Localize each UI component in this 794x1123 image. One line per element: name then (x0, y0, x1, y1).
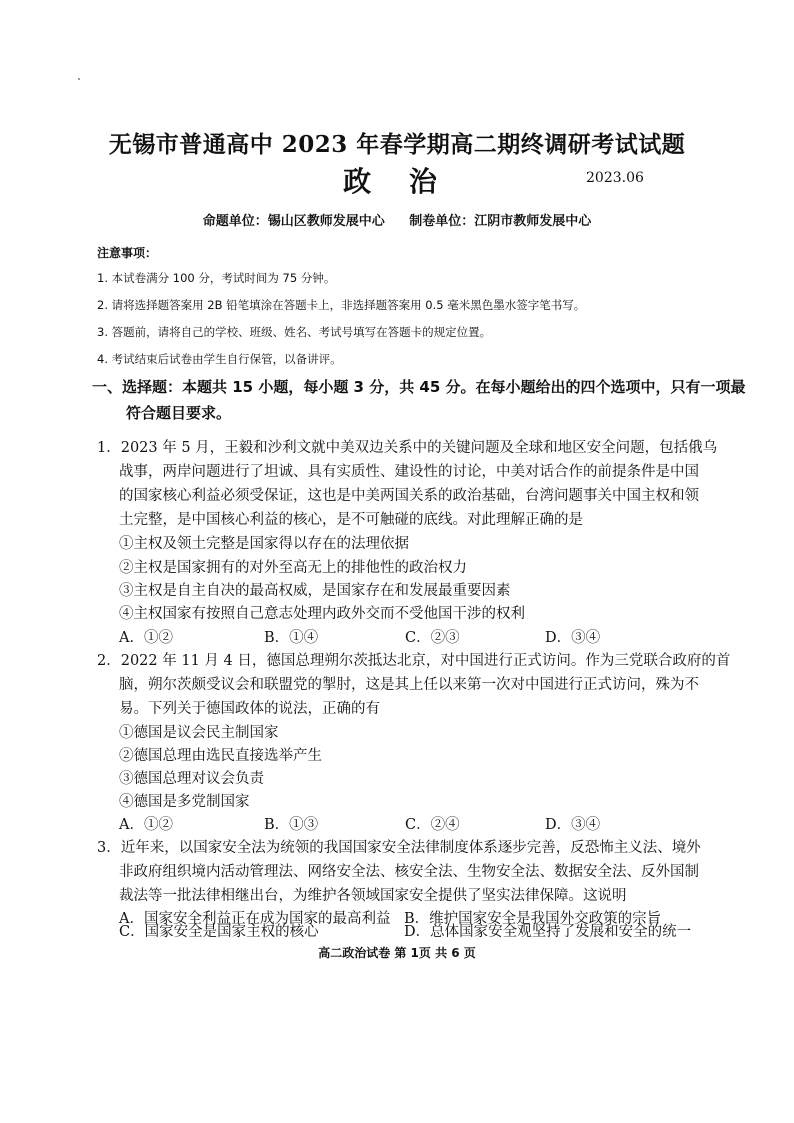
question-1-statement: ④主权国家有按照自己意志处理内政外交而不受他国干涉的权利 (119, 606, 525, 622)
notice-item: 4. 考试结束后试卷由学生自行保管，以备讲评。 (97, 352, 342, 366)
question-1-statement: ③主权是自主自决的最高权威，是国家存在和发展最重要因素 (119, 583, 511, 599)
section-heading-cont: 符合题目要求。 (126, 404, 232, 422)
question-2-line: 脑，朔尔茨颇受议会和联盟党的掣肘，这是其上任以来第一次对中国进行正式访问，殊为不 (119, 677, 699, 693)
question-3-line: 非政府组织境内活动管理法、网络安全法、核安全法、生物安全法、数据安全法、反外国制 (119, 864, 699, 880)
question-1-statement: ①主权及领土完整是国家得以存在的法理依据 (119, 536, 409, 552)
question-3-option-c: C．国家安全是国家主权的核心 (119, 924, 319, 940)
section-heading: 一、选择题：本题共 15 小题，每小题 3 分，共 45 分。在每小题给出的四个选项中，只有一项最 (92, 378, 746, 396)
author-units (0, 210, 794, 229)
question-1-option-c: C．②③ (405, 630, 460, 646)
question-3-option-b: B．维护国家安全是我国外交政策的宗旨 (404, 911, 662, 927)
exam-title: 无锡市普通高中 2023 年春学期高二期终调研考试试题 (108, 131, 686, 158)
page-footer: 高二政治试卷 第 1页 共 6 页 (318, 946, 476, 960)
question-1-line: 1．2023 年 5 月，王毅和沙利文就中美双边关系中的关键问题及全球和地区安全问题，包括俄乌 (97, 440, 718, 456)
question-2-statement: ③德国总理对议会负责 (119, 771, 264, 787)
question-2-statement: ②德国总理由选民直接选举产生 (119, 748, 322, 764)
question-2-line: 易。下列关于德国政体的说法，正确的有 (119, 701, 380, 717)
question-1-line: 的国家核心利益必须受保证，这也是中美两国关系的政治基础，台湾问题事关中国主权和领 (119, 488, 699, 504)
notice-item: 3. 答题前，请将自己的学校、班级、姓名、考试号填写在答题卡的规定位置。 (97, 325, 492, 339)
question-1-option-d: D．③④ (545, 630, 601, 646)
notice-item: 1. 本试卷满分 100 分，考试时间为 75 分钟。 (97, 271, 336, 285)
notice-item: 2. 请将选择题答案用 2B 铅笔填涂在答题卡上，非选择题答案用 0.5 毫米黑色墨水签字笔书写。 (97, 298, 586, 312)
question-2-option-a: A．①② (119, 817, 173, 833)
question-2-option-b: B．①③ (264, 817, 319, 833)
question-3-option-d: D．总体国家安全观坚持了发展和安全的统一 (404, 924, 692, 940)
producer-unit: 制卷单位：江阴市教师发展中心 (409, 214, 592, 229)
question-3-line: 3．近年来，以国家安全法为统领的我国国家安全法律制度体系逐步完善，反恐怖主义法、境外 (97, 840, 701, 856)
proposer-unit: 命题单位：锡山区教师发展中心 (202, 214, 385, 229)
question-2-option-c: C．②④ (405, 817, 460, 833)
question-1-option-a: A．①② (119, 630, 173, 646)
question-3-option-a: A．国家安全利益正在成为国家的最高利益 (119, 911, 391, 927)
question-2-statement: ④德国是多党制国家 (119, 794, 250, 810)
exam-date: 2023.06 (586, 170, 644, 186)
notice-heading: 注意事项： (97, 246, 158, 260)
subject-title: 政 治 (343, 165, 451, 198)
question-2-option-d: D．③④ (545, 817, 601, 833)
question-1-statement: ②主权是国家拥有的对外至高无上的排他性的政治权力 (119, 560, 467, 576)
scan-dot (78, 78, 80, 80)
question-1-line: 土完整，是中国核心利益的核心，是不可触碰的底线。对此理解正确的是 (119, 512, 583, 528)
question-1-option-b: B．①④ (264, 630, 319, 646)
question-2-statement: ①德国是议会民主制国家 (119, 725, 279, 741)
question-2-line: 2．2022 年 11 月 4 日，德国总理朔尔茨抵达北京，对中国进行正式访问。作为三党联合政府的首 (97, 653, 731, 669)
question-1-line: 战事，两岸问题进行了坦诚、具有实质性、建设性的讨论，中美对话合作的前提条件是中国 (119, 464, 699, 480)
question-3-line: 裁法等一批法律相继出台，为维护各领域国家安全提供了坚实法律保障。这说明 (119, 888, 627, 904)
